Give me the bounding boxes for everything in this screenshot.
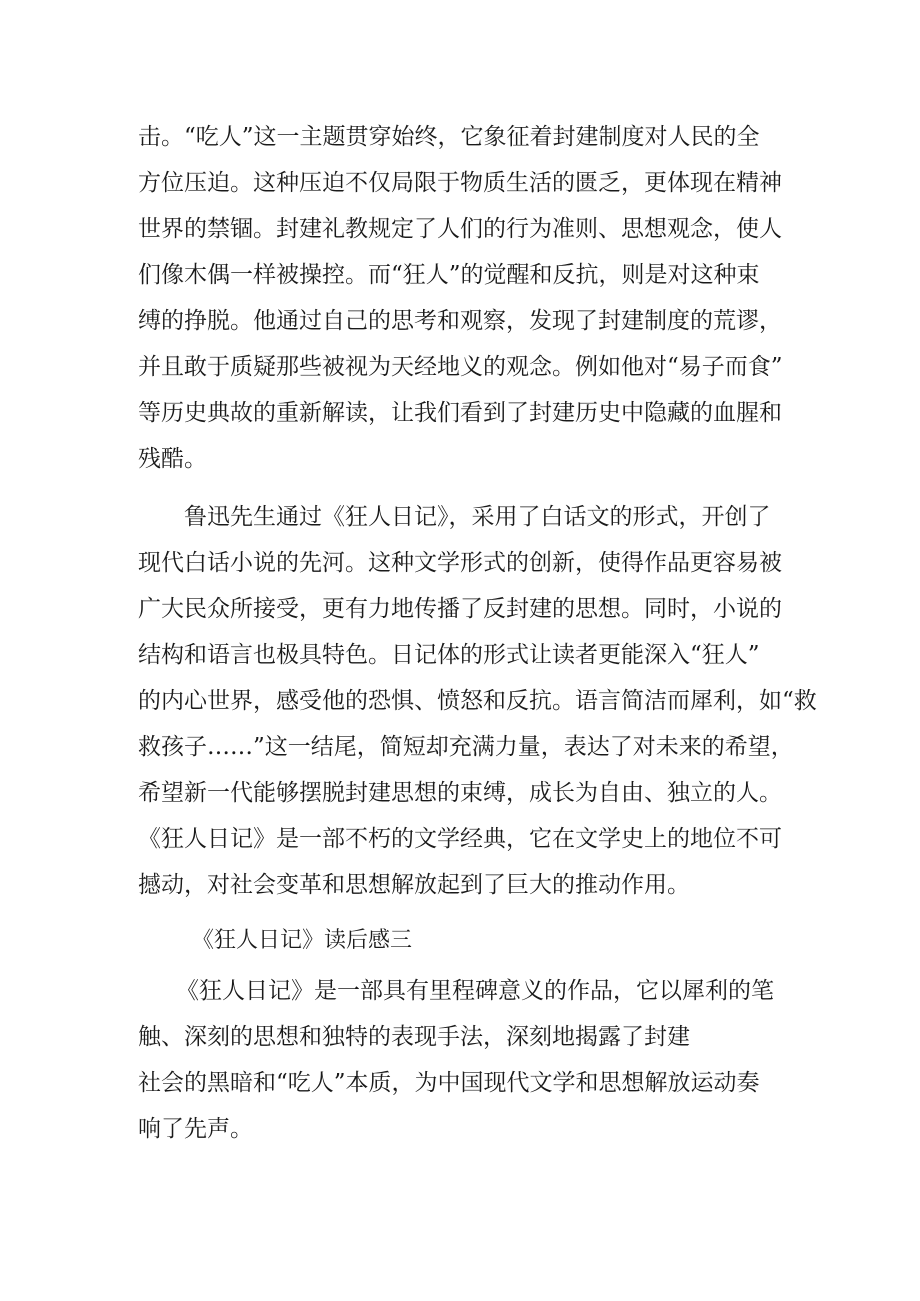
text-line: 世界的禁锢。封建礼教规定了人们的行为准则、思想观念，使人 (138, 216, 782, 242)
paragraph-first-line: 《狂人日记》是一部具有里程碑意义的作品，它以犀利的笔 (176, 978, 774, 1004)
text-line: 撼动，对社会变革和思想解放起到了巨大的推动作用。 (138, 872, 690, 898)
paragraph-first-line: 鲁迅先生通过《狂人日记》，采用了白话文的形式，开创了 (184, 504, 771, 530)
text-line: 的内心世界，感受他的恐惧、愤怒和反抗。语言简洁而犀利，如“救 (138, 688, 817, 714)
text-line: 广大民众所接受，更有力地传播了反封建的思想。同时，小说的 (138, 596, 782, 622)
text-line: 现代白话小说的先河。这种文学形式的创新，使得作品更容易被 (138, 550, 782, 576)
text-line: 等历史典故的重新解读，让我们看到了封建历史中隐藏的血腥和 (138, 400, 782, 426)
text-line: 击。“吃人”这一主题贯穿始终，它象征着封建制度对人民的全 (138, 124, 760, 150)
text-line: 缚的挣脱。他通过自己的思考和观察，发现了封建制度的荒谬， (138, 308, 782, 334)
text-line: 《狂人日记》是一部不朽的文学经典，它在文学史上的地位不可 (138, 826, 782, 852)
text-line: 触、深刻的思想和独特的表现手法，深刻地揭露了封建 (138, 1024, 690, 1050)
section-heading: 《狂人日记》读后感三 (192, 928, 413, 953)
text-line: 们像木偶一样被操控。而“狂人”的觉醒和反抗，则是对这种束 (138, 262, 760, 288)
text-line: 方位压迫。这种压迫不仅局限于物质生活的匮乏，更体现在精神 (138, 170, 782, 196)
text-line: 并且敢于质疑那些被视为天经地义的观念。例如他对“易子而食” (138, 354, 783, 380)
text-line: 社会的黑暗和“吃人”本质，为中国现代文学和思想解放运动奏 (138, 1070, 760, 1096)
text-line: 响了先声。 (138, 1116, 253, 1142)
text-line: 救孩子……”这一结尾，简短却充满力量，表达了对未来的希望， (138, 734, 794, 760)
text-line: 结构和语言也极具特色。日记体的形式让读者更能深入“狂人” (138, 642, 760, 668)
text-line: 希望新一代能够摆脱封建思想的束缚，成长为自由、独立的人。 (138, 780, 782, 806)
text-line: 残酷。 (138, 446, 207, 472)
